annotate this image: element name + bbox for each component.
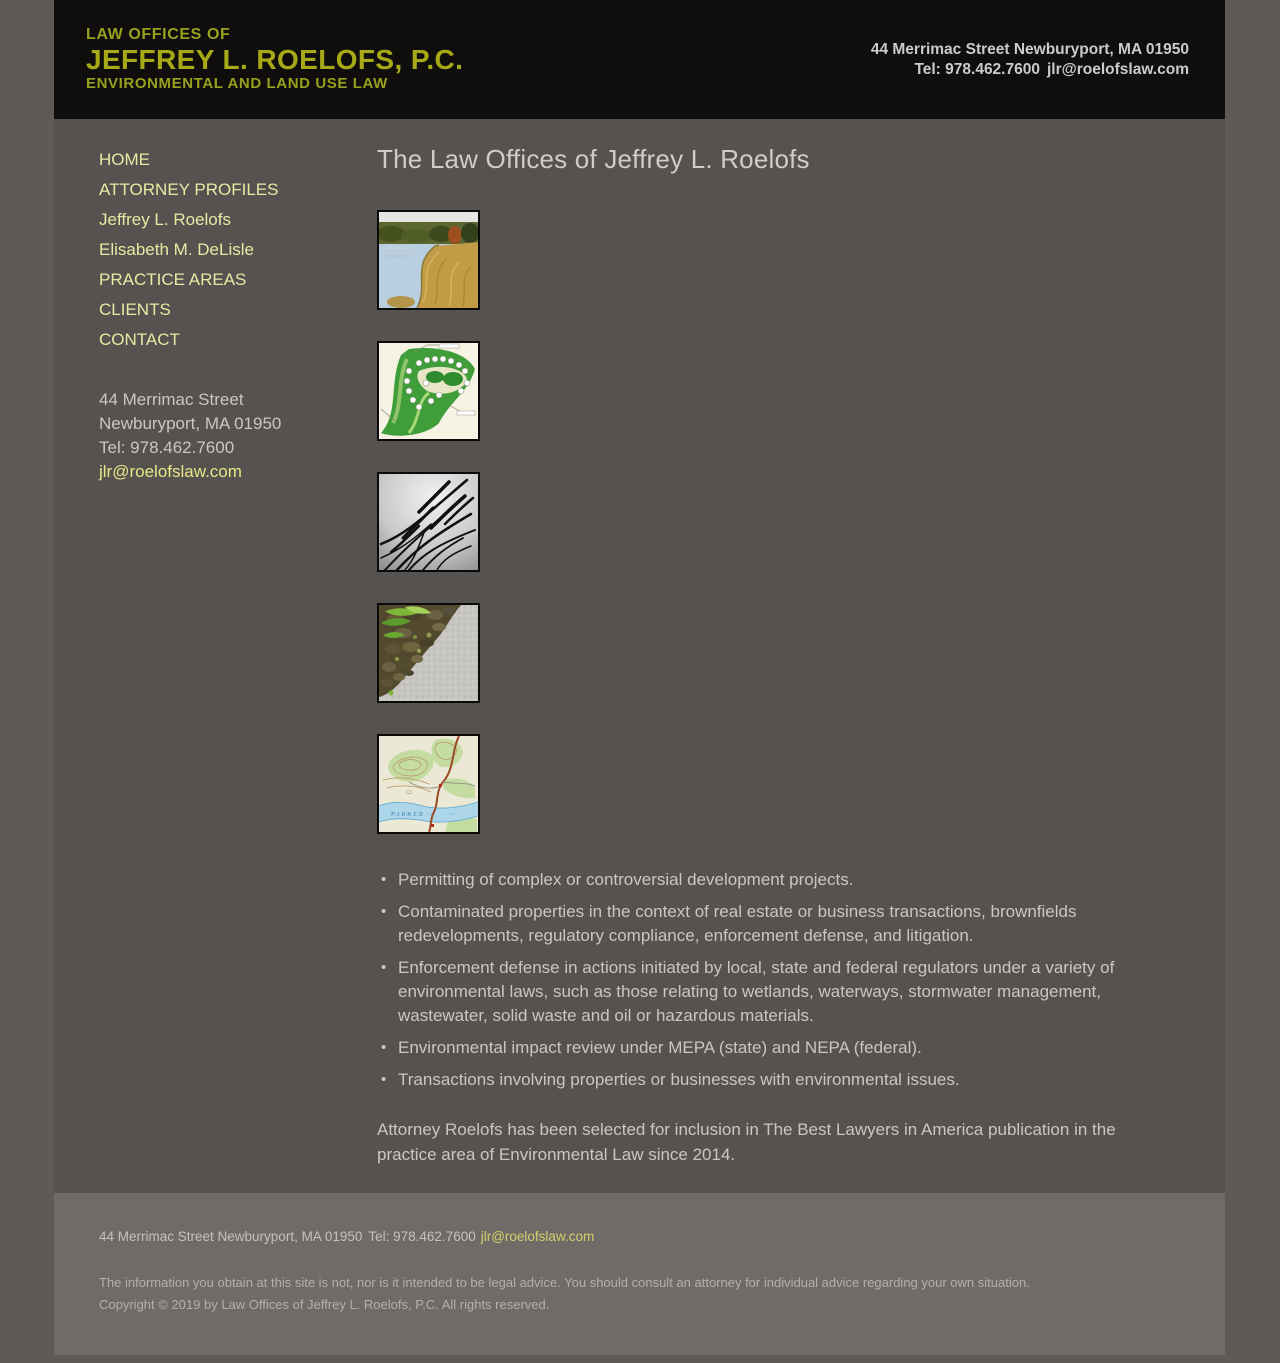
- grass-silhouette-photo[interactable]: [377, 472, 480, 572]
- logo-line-3: ENVIRONMENTAL AND LAND USE LAW: [86, 74, 388, 92]
- site-header: [54, 0, 1225, 119]
- footer-copyright: Copyright © 2019 by Law Offices of Jeffrey L. Roelofs, P.C. All rights reserved.: [99, 1297, 550, 1312]
- sidebar-item-attorney-profiles[interactable]: ATTORNEY PROFILES: [99, 180, 279, 199]
- logo-line-1: LAW OFFICES OF: [86, 26, 231, 44]
- header-address: 44 Merrimac Street Newburyport, MA 01950: [870, 41, 1189, 59]
- sidebar-item-elisabeth-delisle[interactable]: Elisabeth M. DeLisle: [99, 240, 254, 259]
- closing-paragraph: Attorney Roelofs has been selected for inclusion in The Best Lawyers in America publication in the practice area of Environmental Law since 2014.: [377, 1120, 1116, 1164]
- sidebar-item-contact[interactable]: CONTACT: [99, 330, 180, 349]
- topographic-map[interactable]: [377, 734, 480, 834]
- logo-line-2: JEFFREY L. ROELOFS, P.C.: [86, 44, 464, 76]
- header-email-link[interactable]: jlr@roelofslaw.com: [1046, 60, 1189, 78]
- footer-address: 44 Merrimac Street Newburyport, MA 01950: [99, 1229, 363, 1244]
- sidebar-contact-block: [99, 388, 377, 484]
- marsh-river-photo-art: [379, 212, 478, 308]
- topographic-map-art: [379, 736, 478, 832]
- page-title: The Law Offices of Jeffrey L. Roelofs: [377, 144, 810, 174]
- footer-contact-line: [99, 1229, 1180, 1244]
- header-tel: Tel: 978.462.7600: [914, 60, 1040, 78]
- page-container: [54, 0, 1225, 1355]
- header-contact: [871, 40, 1189, 79]
- practice-bullet: • Enforcement defense in actions initiated by local, state and federal regulators under a variety of environmental laws, such as those relating to wetlands, waterways, stormwater management, wastewater, solid waste and oil or hazardous materials.: [377, 956, 1145, 1028]
- sidebar: [54, 119, 377, 1193]
- sidebar-item-clients[interactable]: CLIENTS: [99, 300, 171, 319]
- practice-bullet: • Permitting of complex or controversial development projects.: [377, 868, 1145, 892]
- vegetation-pavement-photo[interactable]: [377, 603, 480, 703]
- footer-email-link[interactable]: jlr@roelofslaw.com: [480, 1229, 595, 1244]
- sidebar-item-practice-areas[interactable]: PRACTICE AREAS: [99, 270, 247, 289]
- footer-tel: Tel: 978.462.7600: [368, 1229, 476, 1244]
- sidebar-email-link[interactable]: jlr@roelofslaw.com: [99, 462, 242, 481]
- content-area: [54, 119, 1225, 1193]
- vegetation-pavement-art: [379, 605, 478, 701]
- site-footer: [54, 1193, 1225, 1355]
- practice-bullet: • Transactions involving properties or businesses with environmental issues.: [377, 1068, 1145, 1092]
- marsh-river-photo[interactable]: [377, 210, 480, 310]
- footer-disclaimer: The information you obtain at this site is not, nor is it intended to be legal advice. You should consult an attorney for individual advice regarding your own situation.: [99, 1275, 1030, 1290]
- sidebar-item-jeffrey-roelofs[interactable]: Jeffrey L. Roelofs: [99, 210, 231, 229]
- header-tel-row: [871, 60, 1189, 79]
- practice-bullet: • Environmental impact review under MEPA (state) and NEPA (federal).: [377, 1036, 1145, 1060]
- sidebar-nav: [99, 145, 377, 355]
- site-plan-map-art: [379, 343, 478, 439]
- practice-bullet-list: [377, 868, 1145, 1092]
- sidebar-address-line1: 44 Merrimac Street: [99, 390, 244, 409]
- svg-text:PARKER: PARKER: [391, 812, 425, 818]
- thumbnail-column: [377, 210, 1195, 834]
- site-plan-map[interactable]: [377, 341, 480, 441]
- site-logo: [86, 26, 463, 92]
- sidebar-tel: Tel: 978.462.7600: [99, 438, 235, 457]
- practice-bullet: • Contaminated properties in the context of real estate or business transactions, brownfields redevelopments, regulatory compliance, enforcement defense, and litigation.: [377, 900, 1145, 948]
- sidebar-address-line2: Newburyport, MA 01950: [99, 414, 282, 433]
- sidebar-item-home[interactable]: HOME: [99, 150, 150, 169]
- main-column: [377, 119, 1225, 1193]
- grass-silhouette-art: [379, 474, 478, 570]
